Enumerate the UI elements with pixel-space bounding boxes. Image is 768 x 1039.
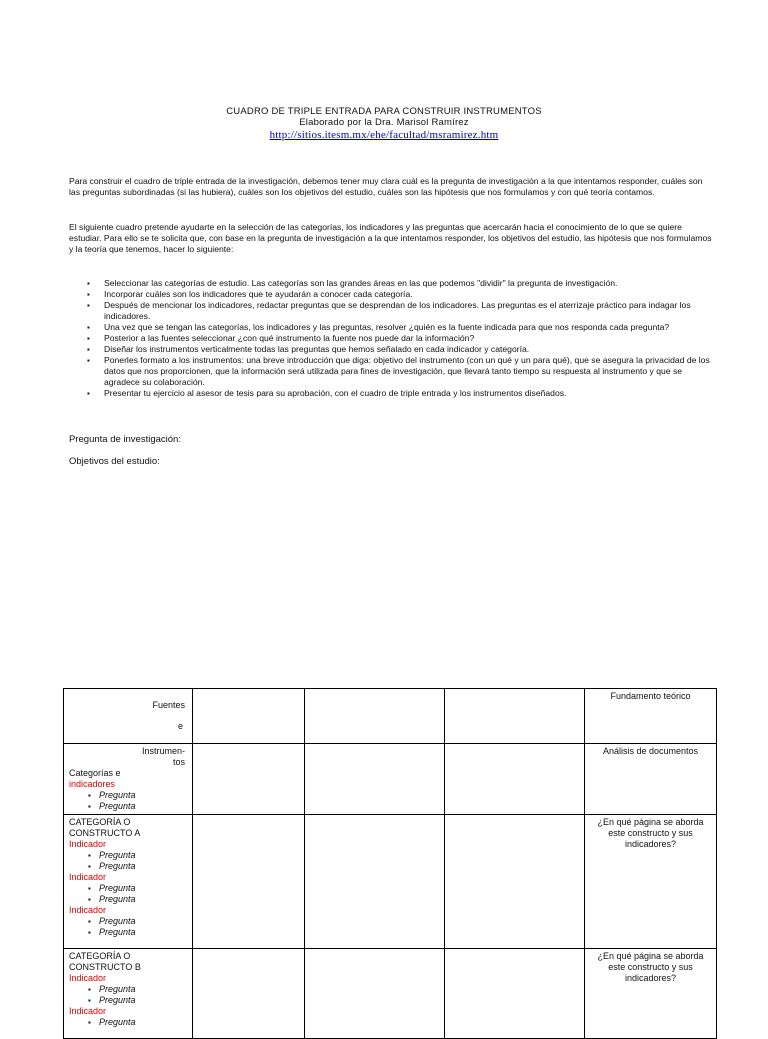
header-cell-instruments [64,744,193,815]
doc-author: Elaborado por la Dra. Marisol Ramírez [299,117,469,128]
table-row [64,689,717,744]
fundamento-cell: Fundamento teórico [585,689,717,744]
table-cell[interactable] [193,949,305,1039]
intro-paragraph-1: Para construir el cuadro de triple entrada de la investigación, debemos tener muy clara cuál es la pregunta de investigación a la que intentamos responder, cuáles son las preguntas subordinadas (si las hubiera), cuáles son los objetivos del estudio, cuáles son las hipótesis que nos formulamos y con qué teoría contamos. [69,176,703,197]
category-b-line1: CATEGORÍA O [69,951,131,961]
category-b-cell [64,949,193,1039]
list-item: ▪ Pregunta [88,995,187,1006]
list-item: ▪ Pregunta [88,984,187,995]
list-item: ▪ Después de mencionar los indicadores, redactar preguntas que se desprendan de los indicadores. Las preguntas es el aterrizaje práctico para indagar los indicadores. [86,300,716,322]
list-item: ▪ Pregunta [88,861,187,872]
table-cell[interactable] [445,815,585,949]
question-list [69,883,187,905]
indicator-label: Indicador [69,839,107,849]
table-row [64,815,717,949]
list-item: ▪ Una vez que se tengan las categorías, los indicadores y las preguntas, resolver ¿quién es la fuente indicada para que nos responda cada pregunta? [86,322,716,333]
list-item: ▪ Incorporar cuáles son los indicadores que te ayudarán a conocer cada categoría. [86,289,716,300]
indicators-label: indicadores [69,779,116,789]
document-header [0,106,768,142]
table-cell[interactable] [193,689,305,744]
categories-label: Categorías e [69,768,121,778]
intro-paragraph-2: El siguiente cuadro pretende ayudarte en la selección de las categorías, los indicadores y las preguntas que acercarán hacia el conocimiento de lo que se quiere estudiar. Para ello se te solicita que, con base en la pregunta de investigación a la que intentamos responder, los objetivos del estudio, las hipótesis que nos formulamos y la teoría que tenemos, hacer lo siguiente: [69,222,712,254]
list-item: ▪ Presentar tu ejercicio al asesor de tesis para su aprobación, con el cuadro de triple entrada y los instrumentos diseñados. [86,388,716,399]
list-item: ▪ Pregunta [88,883,187,894]
e-label: e [177,721,183,731]
list-item: ▪ Diseñar los instrumentos verticalmente todas las preguntas que hemos señalado en cada indicador y categoría. [86,344,716,355]
list-item: ▪ Pregunta [88,1017,187,1028]
table-cell[interactable] [445,949,585,1039]
category-a-line2: CONSTRUCTO A [69,828,141,838]
doc-title: CUADRO DE TRIPLE ENTRADA PARA CONSTRUIR INSTRUMENTOS [226,106,542,117]
tos-label: tos [172,757,185,767]
table-cell[interactable] [305,744,445,815]
list-item: ▪ Pregunta [88,927,187,938]
list-item: ▪ Pregunta [88,916,187,927]
list-item: ▪ Pregunta [88,894,187,905]
instrumen-label: Instrumen- [141,746,185,756]
indicator-label: Indicador [69,1006,107,1016]
table-row [64,949,717,1039]
table-cell[interactable] [445,744,585,815]
question-list [69,790,187,812]
list-item: ▪ Posterior a las fuentes seleccionar ¿con qué instrumento la fuente nos puede dar la información? [86,333,716,344]
header-cell-sources [64,689,193,744]
category-a-cell [64,815,193,949]
list-item: ▪ Ponerles formato a los instrumentos: una breve introducción que diga: objetivo del instrumento (con un qué y un para qué), que se asegura la privacidad de los datos que nos proporcionen, que la información será utilizada para fines de investigación, que llevará tanto tiempo su respuesta al instrumento y que se agradece su colaboración. [86,355,716,388]
indicator-label: Indicador [69,973,107,983]
table-cell[interactable] [193,815,305,949]
table-cell[interactable] [305,949,445,1039]
indicator-label: Indicador [69,905,107,915]
question-list [69,984,187,1006]
question-list [69,1017,187,1028]
table-row [64,744,717,815]
triple-entry-table [63,688,717,1039]
category-b-line2: CONSTRUCTO B [69,962,141,972]
list-item: ▪ Pregunta [88,850,187,861]
fuentes-label: Fuentes [152,700,185,710]
list-item: ▪ Pregunta [88,801,187,812]
question-list [69,916,187,938]
table-cell[interactable] [193,744,305,815]
analisis-cell: Análisis de documentos [585,744,717,815]
table-cell[interactable] [445,689,585,744]
table-cell[interactable] [305,689,445,744]
objectives-label: Objetivos del estudio: [69,456,160,467]
question-list [69,850,187,872]
page-question-cell: ¿En qué página se aborda este constructo y sus indicadores? [585,815,717,949]
indicator-label: Indicador [69,872,107,882]
table-cell[interactable] [305,815,445,949]
category-a-line1: CATEGORÍA O [69,817,131,827]
steps-list [86,278,716,399]
research-question-label: Pregunta de investigación: [69,434,181,445]
list-item: ▪ Seleccionar las categorías de estudio. Las categorías son las grandes áreas en las que podemos "dividir" la pregunta de investigación. [86,278,716,289]
list-item: ▪ Pregunta [88,790,187,801]
page-question-cell: ¿En qué página se aborda este constructo y sus indicadores? [585,949,717,1039]
author-link[interactable]: http://sitios.itesm.mx/ehe/facultad/msramirez.htm [269,129,499,141]
